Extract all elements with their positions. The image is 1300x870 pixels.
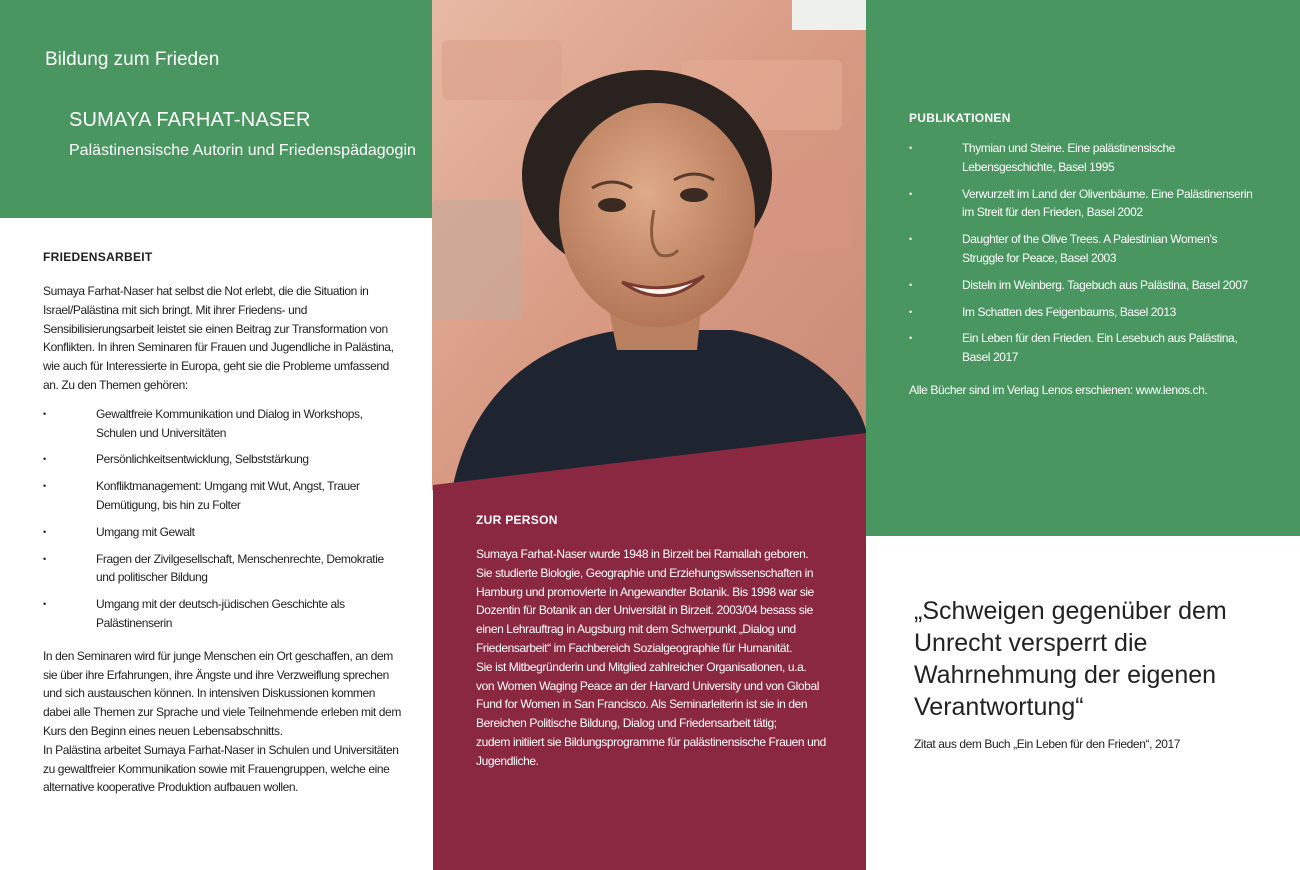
- list-item: • Umgang mit Gewalt: [43, 523, 403, 542]
- list-item: • Thymian und Steine. Eine palästinensische Lebensgeschichte, Basel 1995: [909, 139, 1259, 177]
- publications-section: [909, 111, 1259, 400]
- book-quote: „Schweigen gegenüber dem Unrecht versperrt die Wahrnehmung der eigenen Verantwortung“: [914, 597, 1227, 721]
- person-section: [476, 513, 826, 771]
- list-item: • Fragen der Zivilgesellschaft, Menschenrechte, Demokratie und politischer Bildung: [43, 550, 403, 588]
- person-role: Palästinensische Autorin und Friedenspädagogin: [69, 142, 416, 159]
- publisher-note: Alle Bücher sind im Verlag Lenos erschienen: www.lenos.ch.: [909, 382, 1208, 397]
- person-heading: ZUR PERSON: [476, 513, 558, 527]
- series-title: Bildung zum Frieden: [45, 49, 220, 70]
- peace-work-outro: In den Seminaren wird für junge Menschen ein Ort geschaffen, an dem sie über ihre Erfahrungen, ihre Ängste und ihre Verzweiflung sprechen und sich austauschen können. In intensiven Diskussionen kommen dabei alle Themen zur Sprache und viele Teilnehmende erleben mit dem Kurs den Beginn eines neuen Lebensabschnitts.: [43, 648, 401, 738]
- list-item: • Ein Leben für den Frieden. Ein Lesebuch aus Palästina, Basel 2017: [909, 329, 1259, 367]
- list-item: • Gewaltfreie Kommunikation und Dialog in Workshops, Schulen und Universitäten: [43, 405, 403, 443]
- publications-heading: PUBLIKATIONEN: [909, 111, 1011, 125]
- peace-work-section: [43, 250, 403, 797]
- person-bio-2: Sie ist Mitbegründerin und Mitglied zahlreicher Organisationen, u.a. von Women Waging Peace an der Harvard University und von Global Fund for Women in San Francisco. Als Seminarleiterin ist sie in den Bereichen Politische Bildung, Dialog und Friedensarbeit tätig;: [476, 659, 819, 731]
- list-item: • Persönlichkeitsentwicklung, Selbststärkung: [43, 450, 403, 469]
- peace-work-heading: FRIEDENSARBEIT: [43, 250, 153, 264]
- person-bio-3: zudem initiiert sie Bildungsprogramme für palästinensische Frauen und Jugendliche.: [476, 734, 826, 768]
- person-bio: Sumaya Farhat-Naser wurde 1948 in Birzeit bei Ramallah geboren. Sie studierte Biologie, Geographie und Erziehungswissenschaften in Hamburg und promovierte in Angewandter Botanik. Bis 1998 war sie Dozentin für Botanik an der Universität in Birzeit. 2003/04 besass sie einen Lehrauftrag in Augsburg mit dem Schwerpunkt „Dialog und Friedensarbeit“ im Fachbereich Sozialgeographie für Humanität.: [476, 547, 814, 655]
- topics-list: [43, 405, 403, 633]
- person-name: SUMAYA FARHAT-NASER: [69, 109, 311, 131]
- list-item: • Konfliktmanagement: Umgang mit Wut, Angst, Trauer Demütigung, bis hin zu Folter: [43, 477, 403, 515]
- list-item: • Im Schatten des Feigenbaums, Basel 2013: [909, 303, 1259, 322]
- list-item: • Daughter of the Olive Trees. A Palestinian Women’s Struggle for Peace, Basel 2003: [909, 230, 1259, 268]
- quote-source: Zitat aus dem Buch „Ein Leben für den Frieden“, 2017: [914, 737, 1181, 751]
- list-item: • Umgang mit der deutsch-jüdischen Geschichte als Palästinenserin: [43, 595, 403, 633]
- portrait-photo: [432, 0, 866, 490]
- list-item: • Disteln im Weinberg. Tagebuch aus Palästina, Basel 2007: [909, 276, 1259, 295]
- list-item: • Verwurzelt im Land der Olivenbäume. Eine Palästinenserin im Streit für den Frieden, Basel 2002: [909, 185, 1259, 223]
- publications-list: [909, 139, 1259, 367]
- peace-work-intro: Sumaya Farhat-Naser hat selbst die Not erlebt, die die Situation in Israel/Palästina mit sich bringt. Mit ihrer Friedens- und Sensibilisierungsarbeit leistet sie einen Beitrag zur Transformation von Konflikten. In ihren Seminaren für Frauen und Jugendliche in Palästina, wie auch für Interessierte in Europa, geht sie die Probleme umfassend an. Zu den Themen gehören:: [43, 284, 394, 392]
- peace-work-outro-2: In Palästina arbeitet Sumaya Farhat-Naser in Schulen und Universitäten zu gewaltfreier Kommunikation sowie mit Frauengruppen, welche eine alternative kooperative Produktion aufbauen wollen.: [43, 742, 399, 795]
